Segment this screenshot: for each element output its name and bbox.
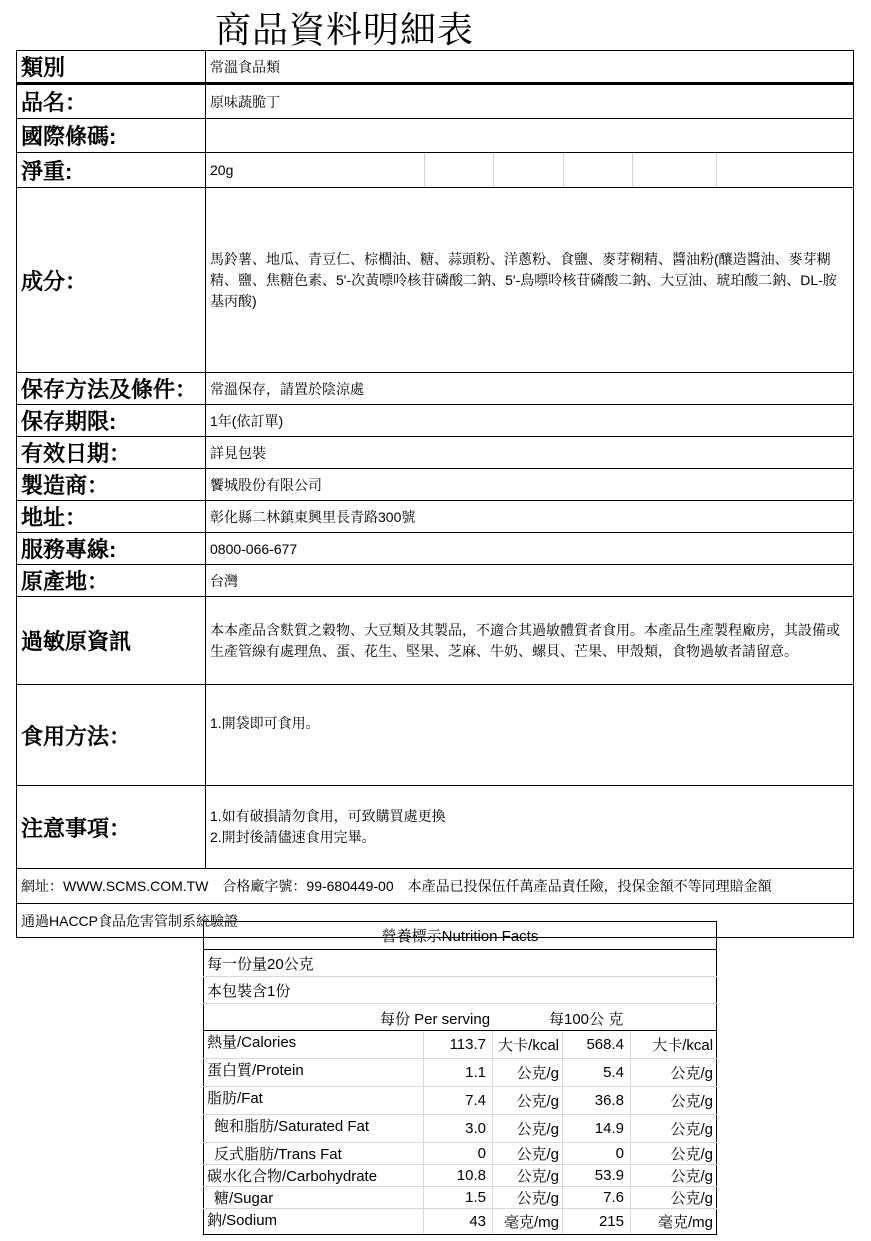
per-serving-unit: 公克/g	[493, 1187, 563, 1209]
per-serving-unit: 公克/g	[493, 1115, 563, 1143]
footer-website-license: 網址：WWW.SCMS.COM.TW 合格廠字號：99-680449-00 本產品已投保伍仟萬產品責任險，投保金額不等同理賠金額	[17, 869, 854, 904]
nutrient-name: 脂肪/Fat	[204, 1087, 424, 1115]
product-name-label: 品名：	[17, 84, 206, 119]
per-serving-value: 7.4	[424, 1087, 493, 1115]
per-serving-value: 10.8	[424, 1165, 493, 1187]
row-allergen	[17, 597, 854, 685]
nutrient-name: 熱量/Calories	[204, 1031, 424, 1059]
nutrient-row	[204, 1209, 717, 1235]
product-spec-table	[16, 50, 854, 938]
nutrient-row	[204, 1059, 717, 1087]
row-manufacturer	[17, 469, 854, 501]
per-serving-header: 每份 Per serving	[380, 1011, 491, 1028]
nutrient-name: 飽和脂肪/Saturated Fat	[204, 1115, 424, 1143]
per-serving-unit: 毫克/mg	[493, 1209, 563, 1235]
nutrition-title: 營養標示Nutrition Facts	[204, 922, 717, 950]
per-100g-value: 14.9	[563, 1115, 631, 1143]
usage-line: 1.開袋即可食用。	[210, 715, 320, 731]
per-100g-unit: 公克/g	[631, 1143, 717, 1165]
row-net-weight	[17, 153, 854, 188]
footer-haccp: 通過HACCP食品危害管制系統驗證	[17, 904, 854, 938]
nutrient-row	[204, 1087, 717, 1115]
per-serving-unit: 大卡/kcal	[493, 1031, 563, 1059]
row-notes	[17, 786, 854, 869]
servings-per-pack: 本包裝含1份	[204, 977, 717, 1004]
notes-line: 2.開封後請儘速食用完畢。	[210, 829, 376, 845]
product-name-value: 原味蔬脆丁	[206, 84, 854, 119]
shelf-life-label: 保存期限:	[17, 405, 206, 437]
nutrient-row	[204, 1031, 717, 1059]
origin-label: 原產地：	[17, 565, 206, 597]
manufacturer-value: 饗城股份有限公司	[206, 469, 854, 501]
per-100g-value: 568.4	[563, 1031, 631, 1059]
per-100g-unit: 毫克/mg	[631, 1209, 717, 1235]
per-serving-value: 1.1	[424, 1059, 493, 1087]
row-origin	[17, 565, 854, 597]
address-value: 彰化縣二林鎮東興里長青路300號	[206, 501, 854, 533]
per-serving-unit: 公克/g	[493, 1059, 563, 1087]
per-100g-unit: 公克/g	[631, 1187, 717, 1209]
grid-divider	[563, 153, 564, 187]
row-storage	[17, 373, 854, 405]
row-hotline	[17, 533, 854, 565]
per-serving-unit: 公克/g	[493, 1143, 563, 1165]
row-ingredients	[17, 188, 854, 373]
per-100g-header: 每100公 克	[549, 1011, 624, 1028]
barcode-label: 國際條碼:	[17, 119, 206, 153]
hotline-label: 服務專線:	[17, 533, 206, 565]
shelf-life-value: 1年(依訂單)	[206, 405, 854, 437]
nutrient-row	[204, 1143, 717, 1165]
grid-divider	[716, 153, 717, 187]
per-100g-unit: 大卡/kcal	[631, 1031, 717, 1059]
page-title: 商品資料明細表	[215, 10, 475, 50]
row-footer-website	[17, 869, 854, 904]
per-100g-value: 53.9	[563, 1165, 631, 1187]
origin-value: 台灣	[206, 565, 854, 597]
row-category	[17, 51, 854, 84]
barcode-value	[206, 119, 854, 153]
per-serving-unit: 公克/g	[493, 1165, 563, 1187]
per-100g-unit: 公克/g	[631, 1087, 717, 1115]
nutrient-name: 反式脂肪/Trans Fat	[204, 1143, 424, 1165]
notes-label: 注意事項：	[17, 786, 206, 869]
net-weight-value: 20g	[210, 162, 234, 178]
per-serving-value: 0	[424, 1143, 493, 1165]
nutrient-row	[204, 1115, 717, 1143]
per-serving-value: 1.5	[424, 1187, 493, 1209]
row-shelf-life	[17, 405, 854, 437]
notes-line: 1.如有破損請勿食用，可致購買處更換	[210, 808, 446, 824]
expiry-label: 有效日期：	[17, 437, 206, 469]
category-value: 常溫食品類	[206, 51, 854, 84]
per-serving-unit: 公克/g	[493, 1087, 563, 1115]
per-100g-unit: 公克/g	[631, 1115, 717, 1143]
serving-size-row	[204, 950, 717, 977]
net-weight-cell	[206, 153, 854, 188]
column-header-row	[204, 1004, 717, 1031]
storage-value: 常溫保存，請置於陰涼處	[206, 373, 854, 405]
nutrition-facts-table	[203, 921, 717, 1235]
nutrient-name: 碳水化合物/Carbohydrate	[204, 1165, 424, 1187]
per-100g-value: 36.8	[563, 1087, 631, 1115]
per-serving-value: 43	[424, 1209, 493, 1235]
per-serving-value: 113.7	[424, 1031, 493, 1059]
ingredients-value: 馬鈴薯、地瓜、青豆仁、棕櫚油、糖、蒜頭粉、洋蔥粉、食鹽、麥芽糊精、醬油粉(釀造醬油、麥芽糊精、鹽、焦糖色素、5'-次黃嘌呤核苷磷酸二鈉、5'-鳥嘌呤核苷磷酸二鈉、大豆油、琥珀酸二鈉、DL-胺基丙酸)	[210, 250, 837, 309]
nutrient-name: 鈉/Sodium	[204, 1209, 424, 1235]
per-100g-value: 7.6	[563, 1187, 631, 1209]
grid-divider	[424, 153, 425, 187]
row-address	[17, 501, 854, 533]
category-label: 類別	[17, 51, 206, 84]
allergen-value: 本本產品含麩質之穀物、大豆類及其製品，不適合其過敏體質者食用。本產品生產製程廠房，其設備或生產管線有處理魚、蛋、花生、堅果、芝麻、牛奶、螺貝、芒果、甲殼類，食物過敏者請留意。	[210, 621, 840, 659]
serving-size: 每一份量20公克	[204, 950, 717, 977]
servings-per-pack-row	[204, 977, 717, 1004]
per-100g-value: 215	[563, 1209, 631, 1235]
net-weight-label: 淨重:	[17, 153, 206, 188]
ingredients-label: 成分：	[17, 188, 206, 373]
per-100g-unit: 公克/g	[631, 1165, 717, 1187]
grid-divider	[493, 153, 494, 187]
manufacturer-label: 製造商：	[17, 469, 206, 501]
per-100g-value: 5.4	[563, 1059, 631, 1087]
hotline-value: 0800-066-677	[206, 533, 854, 565]
per-serving-value: 3.0	[424, 1115, 493, 1143]
usage-label: 食用方法：	[17, 685, 206, 786]
nutrient-name: 糖/Sugar	[204, 1187, 424, 1209]
row-barcode	[17, 119, 854, 153]
grid-divider	[632, 153, 633, 187]
expiry-value: 詳見包裝	[206, 437, 854, 469]
nutrient-row	[204, 1187, 717, 1209]
nutrition-title-row	[204, 922, 717, 950]
row-expiry	[17, 437, 854, 469]
nutrient-name: 蛋白質/Protein	[204, 1059, 424, 1087]
nutrient-row	[204, 1165, 717, 1187]
row-usage	[17, 685, 854, 786]
row-product-name	[17, 84, 854, 119]
address-label: 地址：	[17, 501, 206, 533]
allergen-label: 過敏原資訊	[17, 597, 206, 685]
storage-label: 保存方法及條件：	[17, 373, 206, 405]
per-100g-unit: 公克/g	[631, 1059, 717, 1087]
per-100g-value: 0	[563, 1143, 631, 1165]
